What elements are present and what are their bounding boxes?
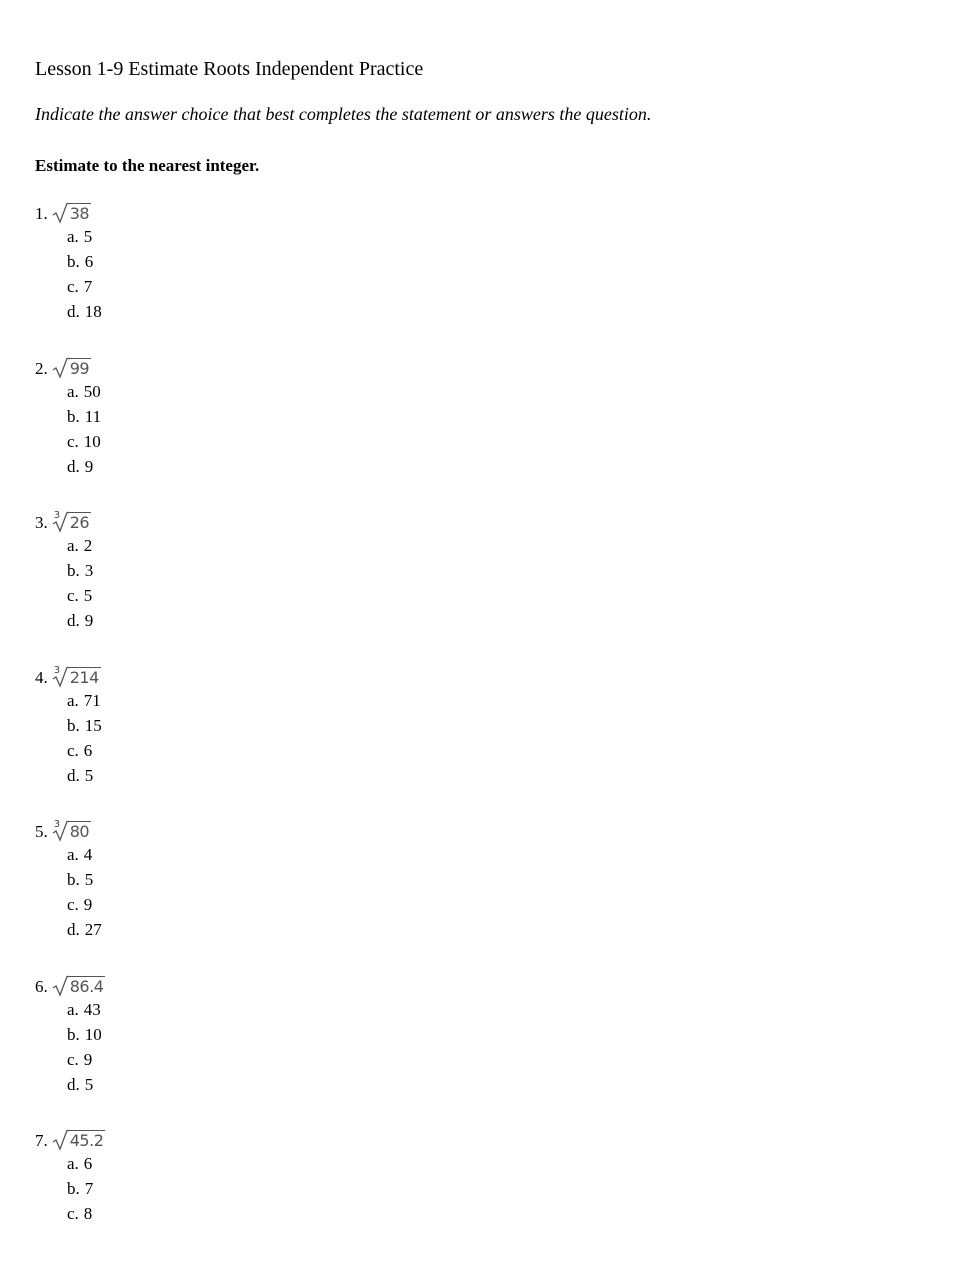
question-stem [35,1125,435,1151]
answer-choice[interactable] [67,1201,435,1226]
answer-choice[interactable] [67,533,435,558]
answer-choice[interactable] [67,429,435,454]
choice-letter: d. [67,1075,80,1094]
answer-choice[interactable] [67,583,435,608]
choice-value: 9 [83,895,93,914]
choice-letter: a. [67,382,79,401]
choice-value: 10 [83,432,101,451]
answer-choices [35,1151,435,1226]
question-4 [35,662,435,788]
question-stem [35,507,435,533]
question-7 [35,1125,435,1226]
choice-letter: c. [67,277,79,296]
answer-choice[interactable] [67,738,435,763]
question-2 [35,353,435,479]
choice-letter: d. [67,766,80,785]
choice-value: 8 [83,1204,93,1223]
question-3 [35,507,435,633]
question-stem [35,971,435,997]
answer-choices [35,842,435,942]
question-1 [35,198,435,324]
choice-letter: b. [67,870,80,889]
root-index: 3 [53,665,61,676]
answer-choice[interactable] [67,997,435,1022]
radicand: 86.4 [69,977,104,996]
answer-choices [35,533,435,633]
choice-letter: a. [67,227,79,246]
choice-value: 50 [83,382,101,401]
choice-value: 9 [84,457,94,476]
question-number: 1. [35,204,48,223]
radicand: 45.2 [69,1131,104,1150]
radicand: 99 [69,359,90,378]
square-root-icon [52,202,91,224]
choice-value: 6 [83,1154,93,1173]
answer-choice[interactable] [67,1176,435,1201]
choice-value: 5 [83,227,93,246]
question-stem [35,353,435,379]
cube-root-icon [52,820,91,842]
choice-value: 4 [83,845,93,864]
choice-letter: c. [67,741,79,760]
answer-choices [35,379,435,479]
answer-choice[interactable] [67,1022,435,1047]
choice-value: 5 [83,586,93,605]
answer-choice[interactable] [67,608,435,633]
choice-letter: b. [67,561,80,580]
root-index: 3 [53,510,61,521]
choice-letter: c. [67,432,79,451]
answer-choice[interactable] [67,249,435,274]
answer-choice[interactable] [67,713,435,738]
question-stem [35,198,435,224]
answer-choice[interactable] [67,224,435,249]
choice-value: 3 [84,561,94,580]
choice-value: 15 [84,716,102,735]
question-stem [35,662,435,688]
square-root-icon [52,975,106,997]
question-stem [35,816,435,842]
choice-value: 27 [84,920,102,939]
choice-letter: c. [67,895,79,914]
square-root-icon [52,357,91,379]
choice-letter: d. [67,611,80,630]
answer-choices [35,997,435,1097]
answer-choice[interactable] [67,688,435,713]
question-number: 5. [35,822,48,841]
choice-letter: b. [67,1025,80,1044]
answer-choice[interactable] [67,1047,435,1072]
radicand: 38 [69,204,90,223]
choice-letter: a. [67,536,79,555]
choice-value: 11 [84,407,102,426]
cube-root-icon [52,511,91,533]
choice-letter: d. [67,457,80,476]
root-index: 3 [53,819,61,830]
choice-letter: a. [67,1000,79,1019]
choice-value: 9 [83,1050,93,1069]
choice-value: 5 [84,870,94,889]
answer-choice[interactable] [67,404,435,429]
choice-value: 5 [84,766,94,785]
choice-value: 2 [83,536,93,555]
choice-value: 18 [84,302,102,321]
choice-value: 10 [84,1025,102,1044]
choice-value: 43 [83,1000,101,1019]
choice-letter: c. [67,1204,79,1223]
radicand: 214 [69,668,99,687]
answer-choice[interactable] [67,1151,435,1176]
instructions-text: Indicate the answer choice that best completes the statement or answers the question. [35,104,652,124]
answer-choice[interactable] [67,1072,435,1097]
cube-root-icon [52,666,101,688]
question-number: 2. [35,359,48,378]
answer-choices [35,224,435,324]
radicand: 26 [69,513,90,532]
choice-letter: b. [67,716,80,735]
answer-choice[interactable] [67,763,435,788]
choice-value: 9 [84,611,94,630]
choice-letter: b. [67,407,80,426]
choice-value: 71 [83,691,101,710]
choice-letter: d. [67,920,80,939]
choice-value: 6 [83,741,93,760]
radicand: 80 [69,822,90,841]
answer-choice[interactable] [67,892,435,917]
choice-letter: d. [67,302,80,321]
choice-value: 7 [84,1179,94,1198]
answer-choice[interactable] [67,379,435,404]
answer-choice[interactable] [67,454,435,479]
choice-value: 5 [84,1075,94,1094]
section-heading: Estimate to the nearest integer. [35,156,260,175]
answer-choice[interactable] [67,558,435,583]
answer-choices [35,688,435,788]
question-6 [35,971,435,1097]
choice-value: 7 [83,277,93,296]
square-root-icon [52,1129,106,1151]
question-5 [35,816,435,942]
choice-letter: c. [67,1050,79,1069]
answer-choice[interactable] [67,299,435,324]
answer-choice[interactable] [67,274,435,299]
choice-letter: b. [67,1179,80,1198]
choice-letter: b. [67,252,80,271]
answer-choice[interactable] [67,867,435,892]
choice-letter: c. [67,586,79,605]
answer-choice[interactable] [67,917,435,942]
question-number: 4. [35,668,48,687]
page-title: Lesson 1-9 Estimate Roots Independent Practice [35,58,424,80]
choice-letter: a. [67,1154,79,1173]
choice-letter: a. [67,845,79,864]
answer-choice[interactable] [67,842,435,867]
question-number: 6. [35,977,48,996]
choice-letter: a. [67,691,79,710]
question-number: 3. [35,513,48,532]
choice-value: 6 [84,252,94,271]
question-number: 7. [35,1131,48,1150]
